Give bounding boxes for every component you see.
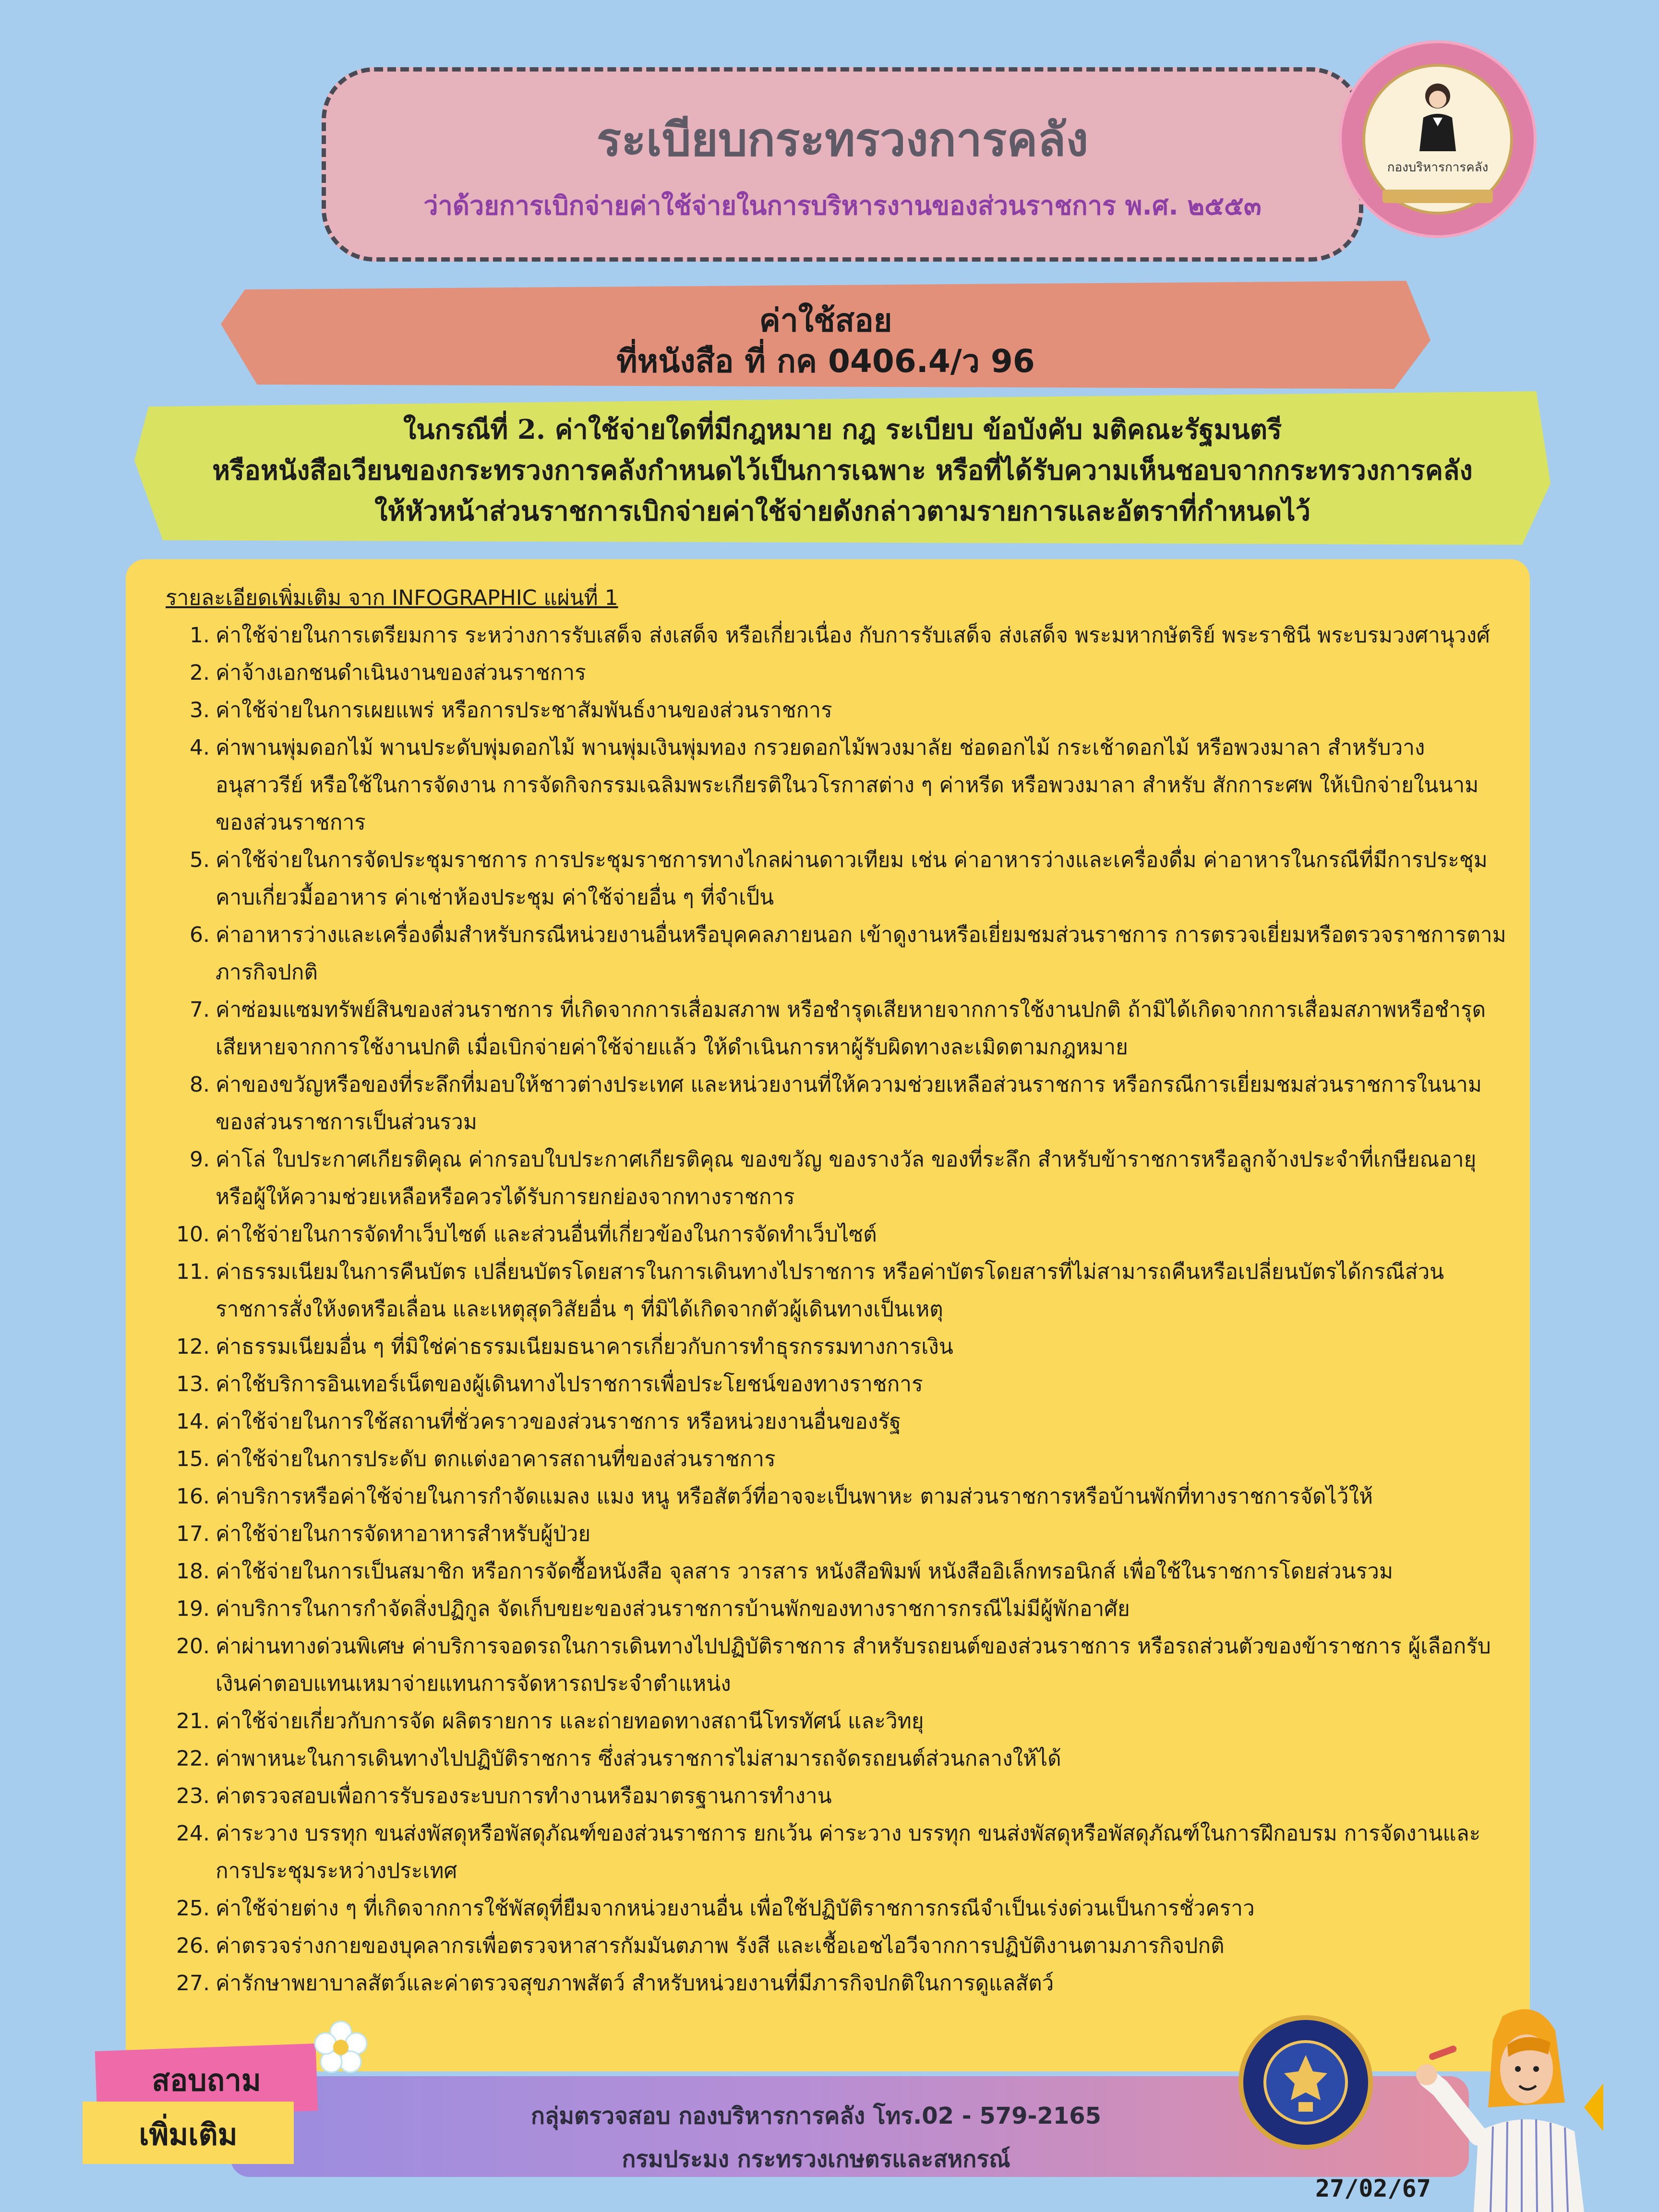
list-item [166,916,1510,991]
item-number: 23. [176,1784,210,1808]
item-text: ค่าบริการในการกำจัดสิ่งปฏิกูล จัดเก็บขยะของส่วนราชการบ้านพักของทางราชการกรณีไม่มีผู้พักอาศัย [216,1597,1130,1621]
list-item [166,1778,1510,1815]
ask-label: สอบถาม [152,2063,261,2098]
item-number: 24. [176,1821,210,1846]
item-text: ค่าใช้จ่ายในการจัดทำเว็บไซต์ และส่วนอื่นที่เกี่ยวข้องในการจัดทำเว็บไซต์ [216,1222,877,1247]
item-number: 7. [190,998,210,1022]
character-illustration-icon [1382,1997,1603,2212]
item-text: ค่าใช้จ่ายในการเผยแพร่ หรือการประชาสัมพันธ์งานของส่วนราชการ [216,698,832,722]
item-number: 14. [176,1409,210,1434]
item-text: ค่าใช้จ่ายในการประดับ ตกแต่งอาคารสถานที่ของส่วนราชการ [216,1447,776,1471]
item-text: ค่าตรวจร่างกายของบุคลากรเพื่อตรวจหาสารกัมมันตภาพ รังสี และเชื้อเอชไอวีจากการปฏิบัติงานตามภารกิจปกติ [216,1934,1225,1958]
item-number: 26. [176,1934,210,1958]
item-number: 2. [190,661,210,685]
contact-line-2: กรมประมง กระทรวงเกษตรและสหกรณ์ [622,2146,1010,2173]
list-item [166,1515,1510,1553]
list-item [166,1441,1510,1478]
list-item [166,1553,1510,1590]
list-item [166,991,1510,1066]
item-text: ค่าผ่านทางด่วนพิเศษ ค่าบริการจอดรถในการเดินทางไปปฏิบัติราชการ สำหรับรถยนต์ของส่วนราชการ หรือรถส่วนตัวของข้าราชการ ผู้เลือกรับเงินค่าตอบแทนเหมาจ่ายแทนการจัดหารถประจำตำแหน่ง [216,1634,1491,1696]
item-text: ค่าบริการหรือค่าใช้จ่ายในการกำจัดแมลง แมง หนู หรือสัตว์ที่อาจจะเป็นพาหะ ตามส่วนราชการหรือบ้านพักที่ทางราชการจัดไว้ให้ [216,1484,1373,1509]
item-number: 4. [190,735,210,760]
item-text: ค่าโล่ ใบประกาศเกียรติคุณ ค่ากรอบใบประกาศเกียรติคุณ ของขวัญ ของรางวัล ของที่ระลึก สำหรับข้าราชการหรือลูกจ้างประจำที่เกษียณอายุ หรือผู้ให้ความช่วยเหลือหรือควรได้รับการยกย่องจากทางราชการ [216,1147,1477,1209]
list-item [166,1403,1510,1441]
item-text: ค่าธรรมเนียมในการคืนบัตร เปลี่ยนบัตรโดยสารในการเดินทางไปราชการ หรือค่าบัตรโดยสารที่ไม่สามารถคืนหรือเปลี่ยนบัตรได้กรณีส่วนราชการสั่งให้งดหรือเลื่อน และเหตุสุดวิสัยอื่น ๆ ที่มิได้เกิดจากตัวผู้เดินทางเป็นเหตุ [216,1260,1444,1322]
list-item [166,842,1510,916]
more-label: เพิ่มเติม [139,2117,238,2152]
item-text: ค่าใช้จ่ายในการเป็นสมาชิก หรือการจัดซื้อหนังสือ จุลสาร วารสาร หนังสือพิมพ์ หนังสืออิเล็กทรอนิกส์ เพื่อใช้ในราชการโดยส่วนรวม [216,1559,1393,1584]
content-heading: รายละเอียดเพิ่มเติม จาก INFOGRAPHIC แผ่นที่ 1 [166,586,618,610]
item-number: 16. [176,1484,210,1509]
item-number: 5. [190,848,210,872]
list-item [166,1628,1510,1703]
item-number: 25. [176,1896,210,1921]
item-text: ค่าใช้จ่ายในการจัดประชุมราชการ การประชุมราชการทางไกลผ่านดาวเทียม เช่น ค่าอาหารว่างและเครื่องดื่ม ค่าอาหารในกรณีที่มีการประชุมคาบเกี่ยวมื้ออาหาร ค่าเช่าห้องประชุม ค่าใช้จ่ายอื่น ๆ ที่จำเป็น [216,848,1488,910]
seal-emblem-icon [1279,2052,1332,2115]
list-item [166,1366,1510,1403]
item-text: ค่าใช้บริการอินเทอร์เน็ตของผู้เดินทางไปราชการเพื่อประโยชน์ของทางราชการ [216,1372,923,1396]
item-number: 18. [176,1559,210,1584]
item-text: ค่าใช้จ่ายเกี่ยวกับการจัด ผลิตรายการ และถ่ายทอดทางสถานีโทรทัศน์ และวิทยุ [216,1709,924,1733]
publish-date: 27/02/67 [1315,2175,1431,2202]
logo-caption: กองบริหารการคลัง [1387,160,1489,175]
item-text: ค่าใช้จ่ายต่าง ๆ ที่เกิดจากการใช้พัสดุที่ยืมจากหน่วยงานอื่น เพื่อใช้ปฏิบัติราชการกรณีจำเป็นเร่งด่วนเป็นการชั่วคราว [216,1896,1255,1921]
item-number: 15. [176,1447,210,1471]
list-item [166,1066,1510,1141]
item-text: ค่าธรรมเนียมอื่น ๆ ที่มิใช่ค่าธรรมเนียมธนาคารเกี่ยวกับการทำธุรกรรมทางการเงิน [216,1334,953,1359]
item-text: ค่าจ้างเอกชนดำเนินงานของส่วนราชการ [216,661,586,685]
list-item [166,1590,1510,1628]
list-item [166,1927,1510,1965]
item-text: ค่าพาหนะในการเดินทางไปปฏิบัติราชการ ซึ่งส่วนราชการไม่สามารถจัดรถยนต์ส่วนกลางให้ได้ [216,1746,1061,1771]
list-item [166,1703,1510,1740]
item-text: ค่าตรวจสอบเพื่อการรับรองระบบการทำงานหรือมาตรฐานการทำงาน [216,1784,832,1808]
list-item [166,692,1510,729]
list-item [166,1890,1510,1927]
flower-icon [312,2019,370,2076]
list-item [166,1740,1510,1778]
item-number: 11. [176,1260,210,1284]
item-number: 27. [176,1971,210,1996]
item-number: 1. [190,623,210,648]
item-number: 3. [190,698,210,722]
logo-ribbon [1382,190,1493,203]
document-reference: ที่หนังสือ ที่ กค 0406.4/ว 96 [616,343,1035,380]
item-number: 19. [176,1597,210,1621]
case-line-2: หรือหนังสือเวียนของกระทรวงการคลังกำหนดไว้เป็นการเฉพาะ หรือที่ได้รับความเห็นชอบจากกระทรวงการคลัง [212,455,1473,486]
list-item [166,1328,1510,1366]
item-number: 6. [190,923,210,947]
item-number: 17. [176,1522,210,1546]
item-number: 9. [190,1147,210,1172]
item-number: 10. [176,1222,210,1247]
contact-line-1: กลุ่มตรวจสอบ กองบริหารการคลัง โทร.02 - 579-2165 [530,2103,1102,2129]
case-line-3: ให้หัวหน้าส่วนราชการเบิกจ่ายค่าใช้จ่ายดังกล่าวตามรายการและอัตราที่กำหนดไว้ [374,495,1310,527]
list-item [166,654,1510,692]
list-item [166,1141,1510,1216]
item-number: 13. [176,1372,210,1396]
item-number: 22. [176,1746,210,1771]
list-item [166,1815,1510,1890]
item-number: 8. [190,1072,210,1097]
page-subtitle: ว่าด้วยการเบิกจ่ายค่าใช้จ่ายในการบริหารงานของส่วนราชการ พ.ศ. ๒๕๕๓ [423,191,1262,221]
item-text: ค่าอาหารว่างและเครื่องดื่มสำหรับกรณีหน่วยงานอื่นหรือบุคคลภายนอก เข้าดูงานหรือเยี่ยมชมส่วนราชการ การตรวจเยี่ยมหรือตรวจราชการตามภารกิจปกติ [216,923,1506,985]
list-item [166,1965,1510,2002]
list-item [166,729,1510,842]
item-text: ค่าใช้จ่ายในการจัดหาอาหารสำหรับผู้ป่วย [216,1522,591,1546]
list-item [166,1253,1510,1328]
item-text: ค่าซ่อมแซมทรัพย์สินของส่วนราชการ ที่เกิดจากการเสื่อมสภาพ หรือชำรุดเสียหายจากการใช้งานปกติ ถ้ามิได้เกิดจากการเสื่อมสภาพหรือชำรุดเสียหายจากการใช้งานปกติ เมื่อเบิกจ่ายค่าใช้จ่ายแล้ว ให้ดำเนินการหาผู้รับผิดทางละเมิดตามกฎหมาย [216,998,1486,1059]
item-text: ค่าระวาง บรรทุก ขนส่งพัสดุหรือพัสดุภัณฑ์ของส่วนราชการ ยกเว้น ค่าระวาง บรรทุก ขนส่งพัสดุหรือพัสดุภัณฑ์ในการฝึกอบรม การจัดงานและการประชุมระหว่างประเทศ [216,1821,1481,1883]
item-number: 21. [176,1709,210,1733]
section-title: ค่าใช้สอย [759,302,892,339]
item-number: 12. [176,1334,210,1359]
list-item [166,1216,1510,1253]
item-text: ค่ารักษาพยาบาลสัตว์และค่าตรวจสุขภาพสัตว์ สำหรับหน่วยงานที่มีภารกิจปกติในการดูแลสัตว์ [216,1971,1054,1996]
page-title: ระเบียบกระทรวงการคลัง [596,113,1089,167]
item-number: 20. [176,1634,210,1659]
expense-list [166,617,1510,2002]
list-item [166,617,1510,654]
item-text: ค่าของขวัญหรือของที่ระลึกที่มอบให้ชาวต่างประเทศ และหน่วยงานที่ให้ความช่วยเหลือส่วนราชการ หรือกรณีการเยี่ยมชมส่วนราชการในนามของส่วนราชการเป็นส่วนรวม [216,1072,1482,1134]
item-text: ค่าใช้จ่ายในการเตรียมการ ระหว่างการรับเสด็จ ส่งเสด็จ หรือเกี่ยวเนื่อง กับการรับเสด็จ ส่งเสด็จ พระมหากษัตริย์ พระราชินี พระบรมวงศานุวงศ์ [216,623,1490,648]
case-line-1: ในกรณีที่ 2. ค่าใช้จ่ายใดที่มีกฎหมาย กฎ ระเบียบ ข้อบังคับ มติคณะรัฐมนตรี [403,414,1282,445]
person-icon [1409,79,1467,151]
item-text: ค่าพานพุ่มดอกไม้ พานประดับพุ่มดอกไม้ พานพุ่มเงินพุ่มทอง กรวยดอกไม้พวงมาลัย ช่อดอกไม้ กระเช้าดอกไม้ หรือพวงมาลา สำหรับวางอนุสาวรีย์ หรือใช้ในการจัดงาน การจัดกิจกรรมเฉลิมพระเกียรติในวโรกาสต่าง ๆ ค่าหรีด หรือพวงมาลา สำหรับ สักการะศพ ให้เบิกจ่ายในนามของส่วนราชการ [216,735,1479,835]
list-item [166,1478,1510,1515]
item-text: ค่าใช้จ่ายในการใช้สถานที่ชั่วคราวของส่วนราชการ หรือหน่วยงานอื่นของรัฐ [216,1409,902,1434]
